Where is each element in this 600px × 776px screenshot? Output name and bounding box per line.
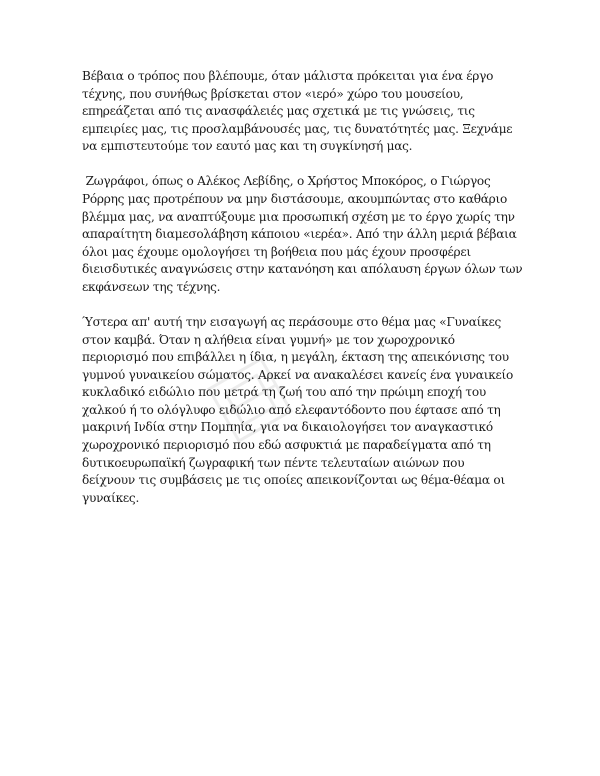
text-line: απαραίτητη διαμεσολάβηση κάποιου «ιερέα». Από την άλλη μεριά βέβαια xyxy=(82,227,517,242)
text-line: γυμνού γυναικείου σώματος. Αρκεί να ανακαλέσει κανείς ένα γυναικείο xyxy=(82,367,514,382)
text-line: όλοι μας έχουμε ομολογήσει τη βοήθεια που μάς έχουν προσφέρει xyxy=(82,244,471,259)
text-line: Ζωγράφοι, όπως ο Αλέκος Λεβίδης, ο Χρήστος Μποκόρος, ο Γιώργος xyxy=(82,174,491,189)
text-line: βλέμμα μας, να αναπτύξουμε μια προσωπική σχέση με το έργο χωρίς την xyxy=(82,209,515,224)
text-line: στον καμβά. Όταν η αλήθεια είναι γυμνή» με τον χωροχρονικό xyxy=(82,332,455,347)
paragraph-2 xyxy=(82,173,523,296)
text-line: διεισδυτικές αναγνώσεις στην κατανόηση και απόλαυση έργων όλων των xyxy=(82,262,523,277)
paragraph-3 xyxy=(82,314,518,508)
text-line: να εμπιστευτούμε τον εαυτό μας και τη συγκίνησή μας. xyxy=(82,139,413,154)
text-line: εκφάνσεων της τέχνης. xyxy=(82,279,221,294)
text-line: εμπειρίες μας, τις προσλαμβάνουσές μας, τις δυνατότητές μας. Ξεχνάμε xyxy=(82,121,513,136)
text-line: χωροχρονικό περιορισμό που εδώ ασφυκτιά με παραδείγματα από τη xyxy=(82,438,491,453)
text-line: επηρεάζεται από τις ανασφάλειές μας σχετικά με τις γνώσεις, τις xyxy=(82,104,475,119)
text-line: μακρινή Ινδία στην Πομπηία, για να δικαιολογήσει τον αναγκαστικό xyxy=(82,420,493,435)
text-line: κυκλαδικό ειδώλιο που μετρά τη ζωή του από την πρώιμη εποχή του xyxy=(82,385,486,400)
text-line: χαλκού ή το ολόγλυφο ειδώλιο από ελεφαντόδοντο που έφτασε από τη xyxy=(82,402,501,417)
text-line: γυναίκες. xyxy=(82,490,140,505)
text-line: Βέβαια ο τρόπος που βλέπουμε, όταν μάλιστα πρόκειται για ένα έργο xyxy=(82,69,494,83)
text-line: Ρόρρης μας προτρέπουν να μην διστάσουμε, ακουμπώντας στο καθάριο xyxy=(82,191,508,206)
text-line: τέχνης, που συνήθως βρίσκεται στον «ιερό» χώρο του μουσείου, xyxy=(82,86,464,101)
document-body xyxy=(82,68,523,525)
text-line: Ύστερα απ' αυτή την εισαγωγή ας περάσουμε στο θέμα μας «Γυναίκες xyxy=(82,314,502,329)
text-line: περιορισμό που επιβάλλει η ίδια, η μεγάλη, έκταση της απεικόνισης του xyxy=(82,350,509,365)
text-line: δείχνουν τις συμβάσεις με τις οποίες απεικονίζονται ως θέμα-θέαμα οι xyxy=(82,473,505,488)
paragraph-1 xyxy=(82,68,518,156)
text-line: δυτικοευρωπαϊκή ζωγραφική των πέντε τελευταίων αιώνων που xyxy=(82,455,465,470)
